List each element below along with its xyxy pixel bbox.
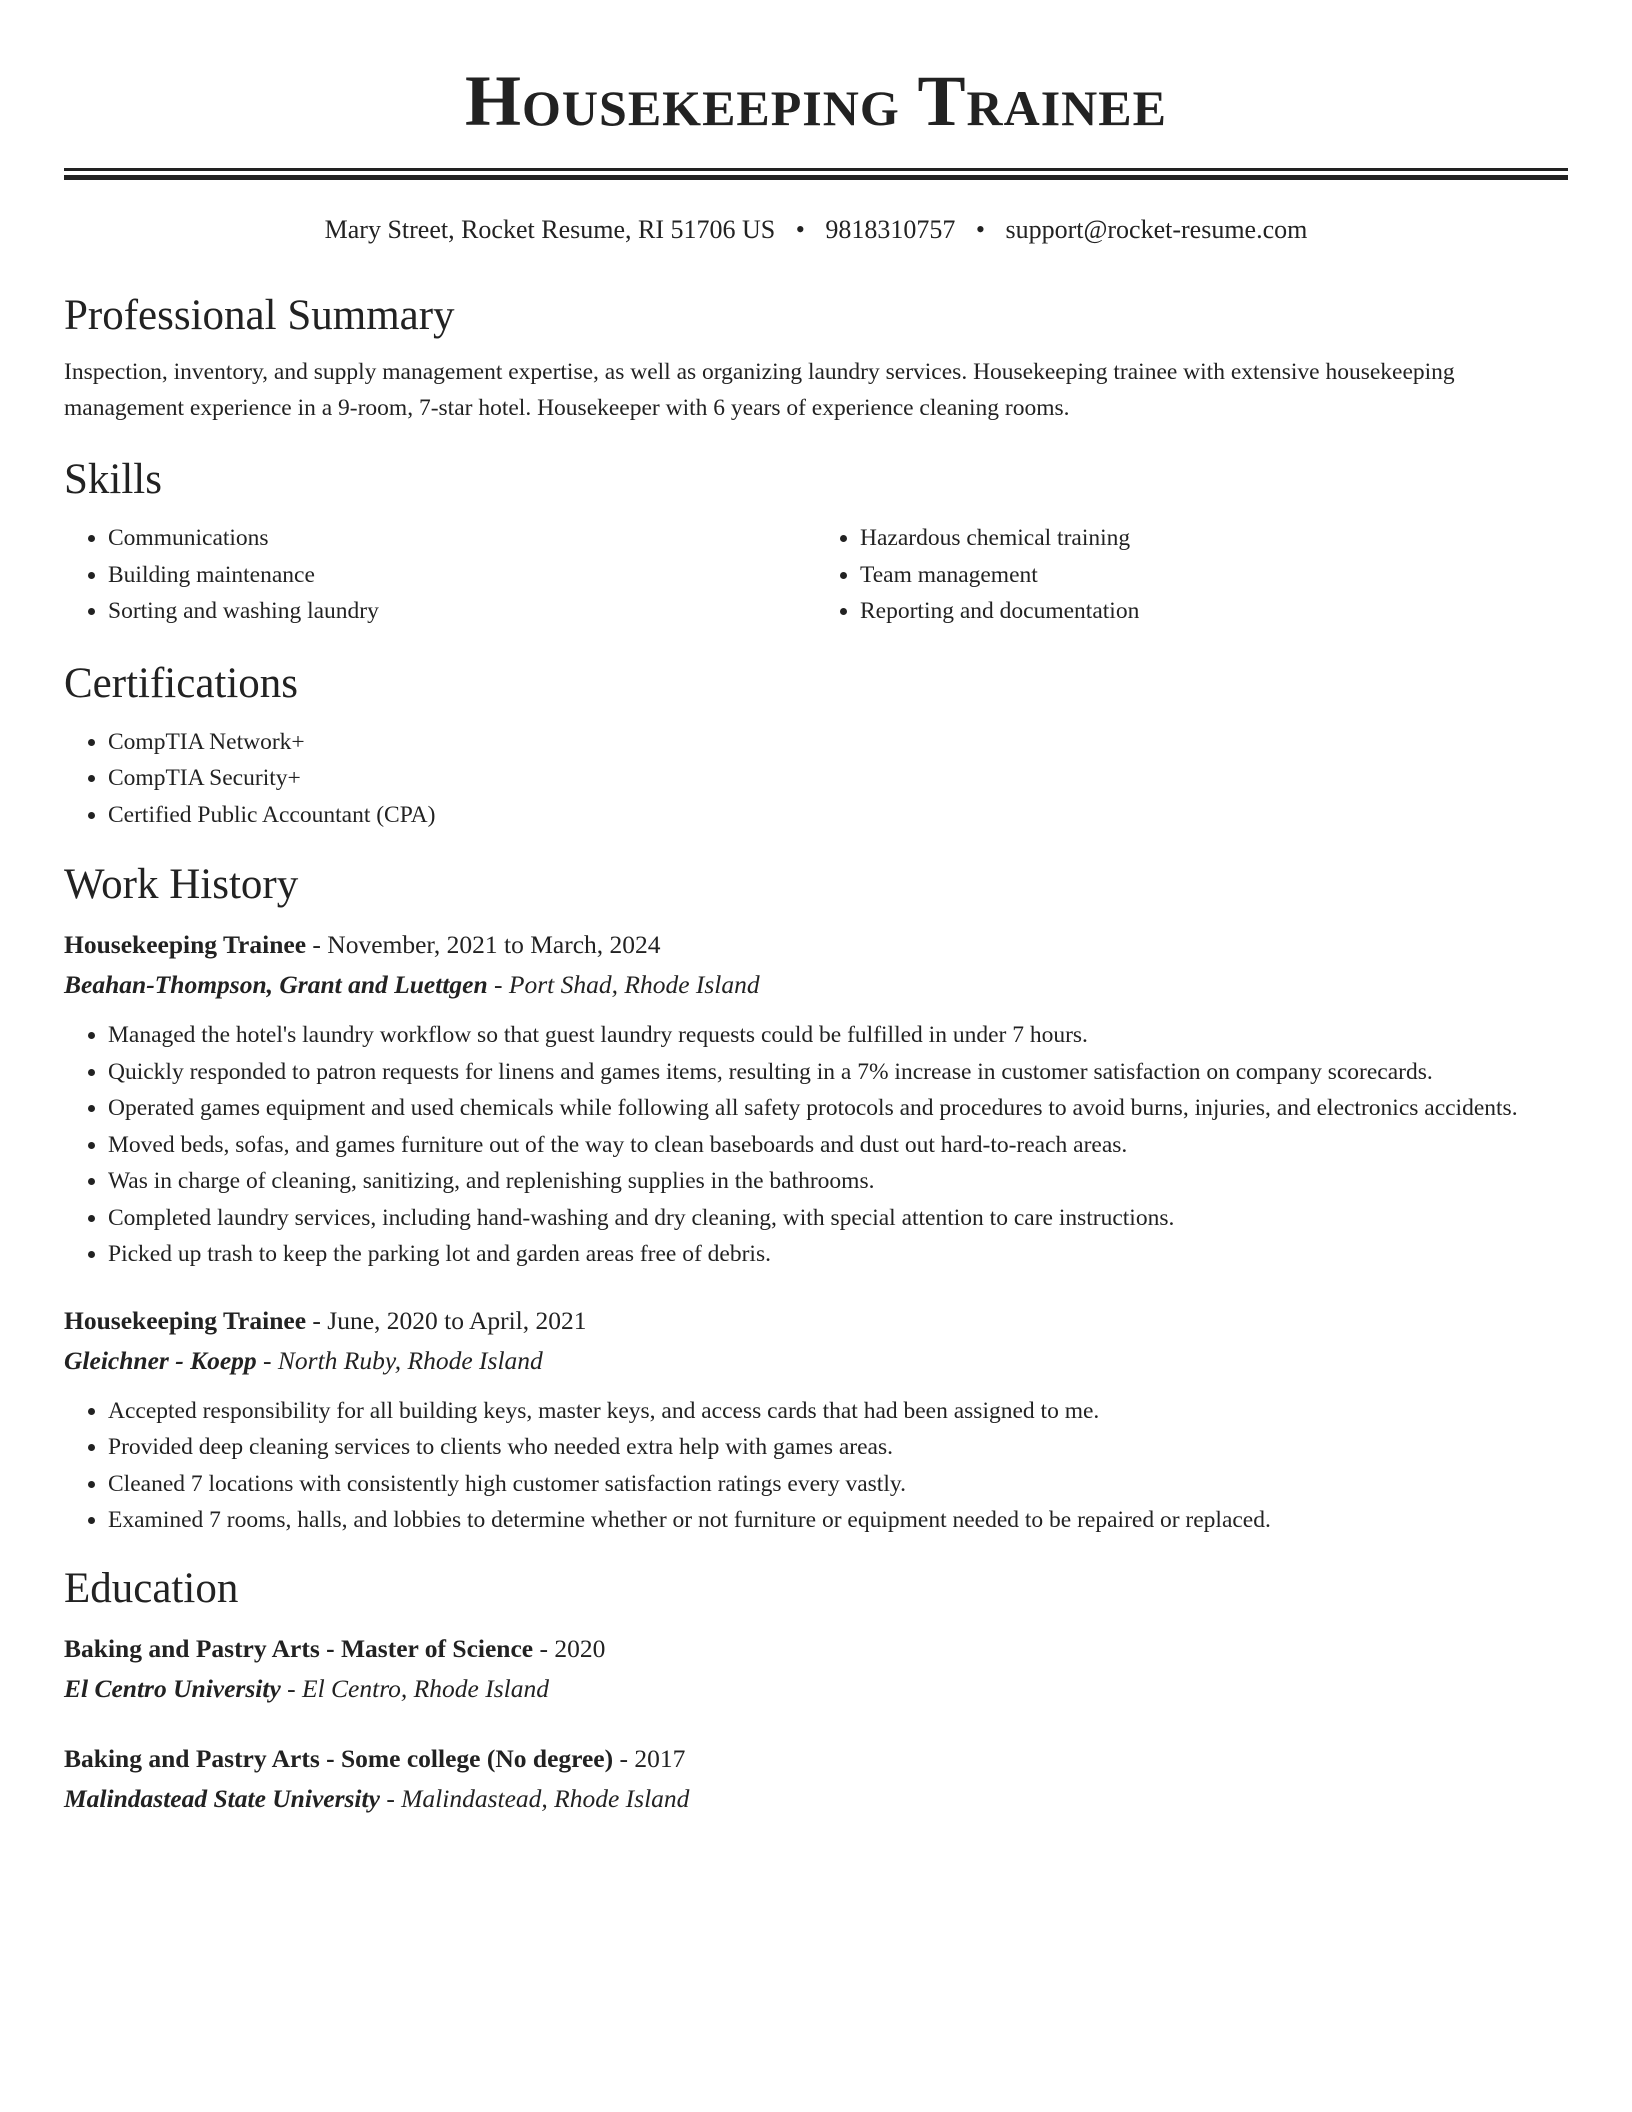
certification-item: • CompTIA Network+	[108, 724, 1568, 761]
job-bullet: • Provided deep cleaning services to clients who needed extra help with games areas.	[108, 1429, 1568, 1466]
job-company: Gleichner - Koepp	[64, 1345, 257, 1375]
contact-separator: •	[975, 215, 985, 244]
skills-column-left	[64, 520, 816, 630]
skill-item: • Reporting and documentation	[860, 593, 1568, 630]
job-bullets	[64, 1017, 1568, 1273]
education-year: - 2020	[533, 1633, 606, 1663]
certifications-list	[64, 724, 1568, 834]
skills-list-right	[816, 520, 1568, 630]
skill-item: • Building maintenance	[108, 557, 816, 594]
skill-item: • Sorting and washing laundry	[108, 593, 816, 630]
education-school-line	[64, 1779, 1568, 1819]
summary-text: Inspection, inventory, and supply management expertise, as well as organizing laundry services. Housekeeping trainee with extensive housekeeping management experience in a 9-room, 7-star hotel. Housekeeper with 6 years of experience cleaning rooms.	[64, 359, 1455, 421]
job-entry	[64, 925, 1568, 1273]
education-degree: Baking and Pastry Arts - Master of Science	[64, 1633, 534, 1663]
job-bullet: • Moved beds, sofas, and games furniture out of the way to clean baseboards and dust out hard-to-reach areas.	[108, 1127, 1568, 1164]
summary-heading: Professional Summary	[64, 292, 455, 339]
education-school: Malindastead State University	[64, 1783, 380, 1813]
job-location: - Port Shad, Rhode Island	[487, 970, 760, 999]
contact-separator: •	[795, 215, 805, 244]
skill-item: • Communications	[108, 520, 816, 557]
title-double-rule	[64, 168, 1568, 180]
job-bullet: • Managed the hotel's laundry workflow so that guest laundry requests could be fulfilled in under 7 hours.	[108, 1017, 1568, 1054]
education-location: - Malindastead, Rhode Island	[379, 1783, 690, 1813]
contact-phone: 9818310757	[825, 215, 956, 244]
certification-item: • Certified Public Accountant (CPA)	[108, 797, 1568, 834]
work-history-heading: Work History	[64, 861, 299, 908]
job-bullet: • Cleaned 7 locations with consistently high customer satisfaction ratings every vastly.	[108, 1466, 1568, 1503]
education-year: - 2017	[613, 1743, 686, 1773]
job-bullet: • Was in charge of cleaning, sanitizing, and replenishing supplies in the bathrooms.	[108, 1163, 1568, 1200]
job-bullet: • Completed laundry services, including hand-washing and dry cleaning, with special attention to care instructions.	[108, 1200, 1568, 1237]
job-bullet: • Operated games equipment and used chemicals while following all safety protocols and procedures to avoid burns, injuries, and electronics accidents.	[108, 1090, 1568, 1127]
job-dates: - June, 2020 to April, 2021	[306, 1305, 587, 1335]
contact-line	[64, 214, 1568, 246]
skill-item: • Hazardous chemical training	[860, 520, 1568, 557]
education-location: - El Centro, Rhode Island	[280, 1673, 549, 1703]
job-dates: - November, 2021 to March, 2024	[306, 930, 661, 959]
skills-columns	[64, 520, 1568, 630]
job-title: Housekeeping Trainee	[64, 1305, 307, 1335]
job-bullet: • Quickly responded to patron requests for linens and games items, resulting in a 7% increase in customer satisfaction on company scorecards.	[108, 1054, 1568, 1091]
education-degree-line	[64, 1739, 1568, 1779]
education-school-line	[64, 1669, 1568, 1709]
job-entry	[64, 1301, 1568, 1539]
certifications-heading: Certifications	[64, 659, 299, 707]
contact-address: Mary Street, Rocket Resume, RI 51706 US	[324, 215, 776, 244]
skills-list-left	[64, 520, 816, 630]
job-location: - North Ruby, Rhode Island	[256, 1345, 543, 1375]
skills-heading: Skills	[64, 456, 162, 503]
certification-item: • CompTIA Security+	[108, 760, 1568, 797]
skills-column-right	[816, 520, 1568, 630]
job-employer-line	[64, 1341, 1568, 1381]
job-title: Housekeeping Trainee	[64, 930, 307, 959]
job-company: Beahan-Thompson, Grant and Luettgen	[64, 970, 488, 999]
job-header	[64, 1301, 1568, 1341]
job-header	[64, 925, 1568, 965]
contact-email: support@rocket-resume.com	[1005, 215, 1308, 244]
job-bullet: • Picked up trash to keep the parking lot and garden areas free of debris.	[108, 1236, 1568, 1273]
education-entry	[64, 1629, 1568, 1709]
job-employer-line	[64, 965, 1568, 1005]
education-heading: Education	[64, 1564, 239, 1612]
education-degree: Baking and Pastry Arts - Some college (No degree)	[64, 1743, 614, 1773]
education-school: El Centro University	[64, 1673, 281, 1703]
job-bullet: • Accepted responsibility for all building keys, master keys, and access cards that had been assigned to me.	[108, 1393, 1568, 1430]
skill-item: • Team management	[860, 557, 1568, 594]
education-entry	[64, 1739, 1568, 1819]
job-bullets	[64, 1393, 1568, 1539]
education-degree-line	[64, 1629, 1568, 1669]
page-title: Housekeeping Trainee	[465, 61, 1167, 141]
job-bullet: • Examined 7 rooms, halls, and lobbies to determine whether or not furniture or equipment needed to be repaired or replaced.	[108, 1502, 1568, 1539]
